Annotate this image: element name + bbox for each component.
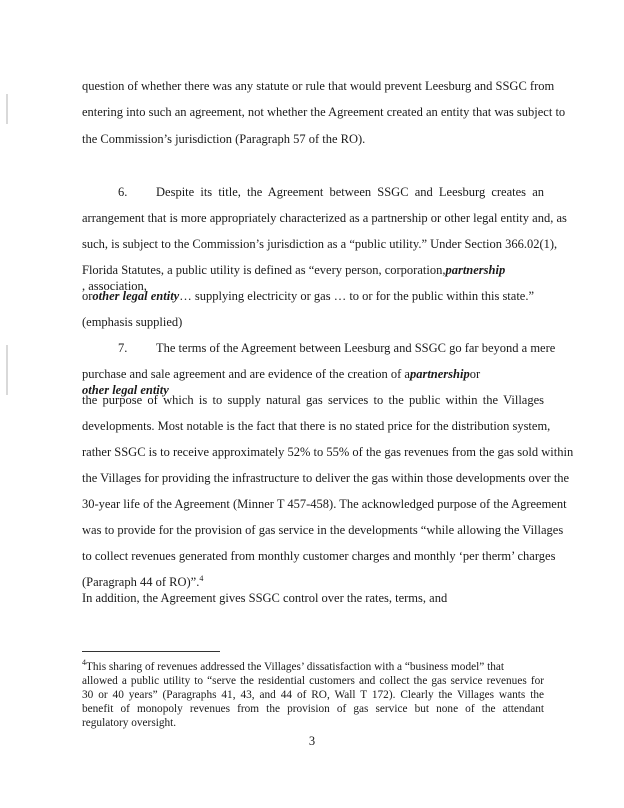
emphasis-partnership: partnership: [445, 263, 506, 277]
paragraph-number: 6.: [118, 185, 128, 199]
page-number: 3: [308, 734, 316, 748]
scan-mark: [6, 94, 8, 124]
footnote-marker: 4: [82, 658, 86, 667]
document-page: question of whether there was any statute or rule that would prevent Leesburg and SSGC from entering into such an agreement, not whether the Agreement created an entity that was subject to the Commission’s jurisdiction (Paragraph 57 of the RO). 6. Despite its title, the Agreement between SSGC and Leesburg creates an arrangement that is more appropriately characterized as a partnership or other legal entity and, as such, is subject to the Commission’s jurisdiction as a “public utility.” Under Section 366.02(1), Florida Statutes, a public utility is defined as “every person, corporation,partnership, association, orother legal entity… supplying electricity or gas … to or for the public within this state.” (emphasis supplied) 7. The terms of the Agreement between Leesburg and SSGC go far beyond a mere purchase and sale agreement and are evidence of the creation of apartnershiporother legal entity the purpose of which is to supply natural gas services to the public within the Villages developments. Most notable is the fact that there is no stated price for the distribution system, rather SSGC is to receive approximately 52% to 55% of the gas revenues from the gas sold within the Villages for providing the infrastructure to deliver the gas within those developments over the 30-year life of the Agreement (Minner T 457-458). The acknowledged purpose of the Agreement was to provide for the provision of gas service in the developments “while allowing the Villages to collect revenues generated from monthly customer charges and monthly ‘per therm’ charges (Paragraph 44 of RO)”.$^4$In addition, the Agreement gives SSGC control over the rates, terms, and $^4$This sharing of revenues addressed the Villages’ dissatisfaction with a “business model” that allowed a public utility to “serve the residential customers and collect the gas service revenues for 30 or 40 years” (Paragraphs 41, 43, and 44 of RO, Wall T 172). Clearly the Villages wants the benefit of monopoly revenues from the provision of gas service but none of the attendant regulatory oversight. 3: [0, 0, 624, 808]
footnote-separator: [82, 651, 220, 652]
paragraph-number: 7.: [118, 341, 128, 355]
scan-mark: [6, 345, 8, 395]
emphasis-other-legal-entity: other legal entity: [82, 383, 169, 397]
emphasis-partnership: partnership: [409, 367, 470, 381]
footnote-reference: 4: [199, 574, 204, 583]
emphasis-other-legal-entity: other legal entity: [92, 289, 180, 303]
